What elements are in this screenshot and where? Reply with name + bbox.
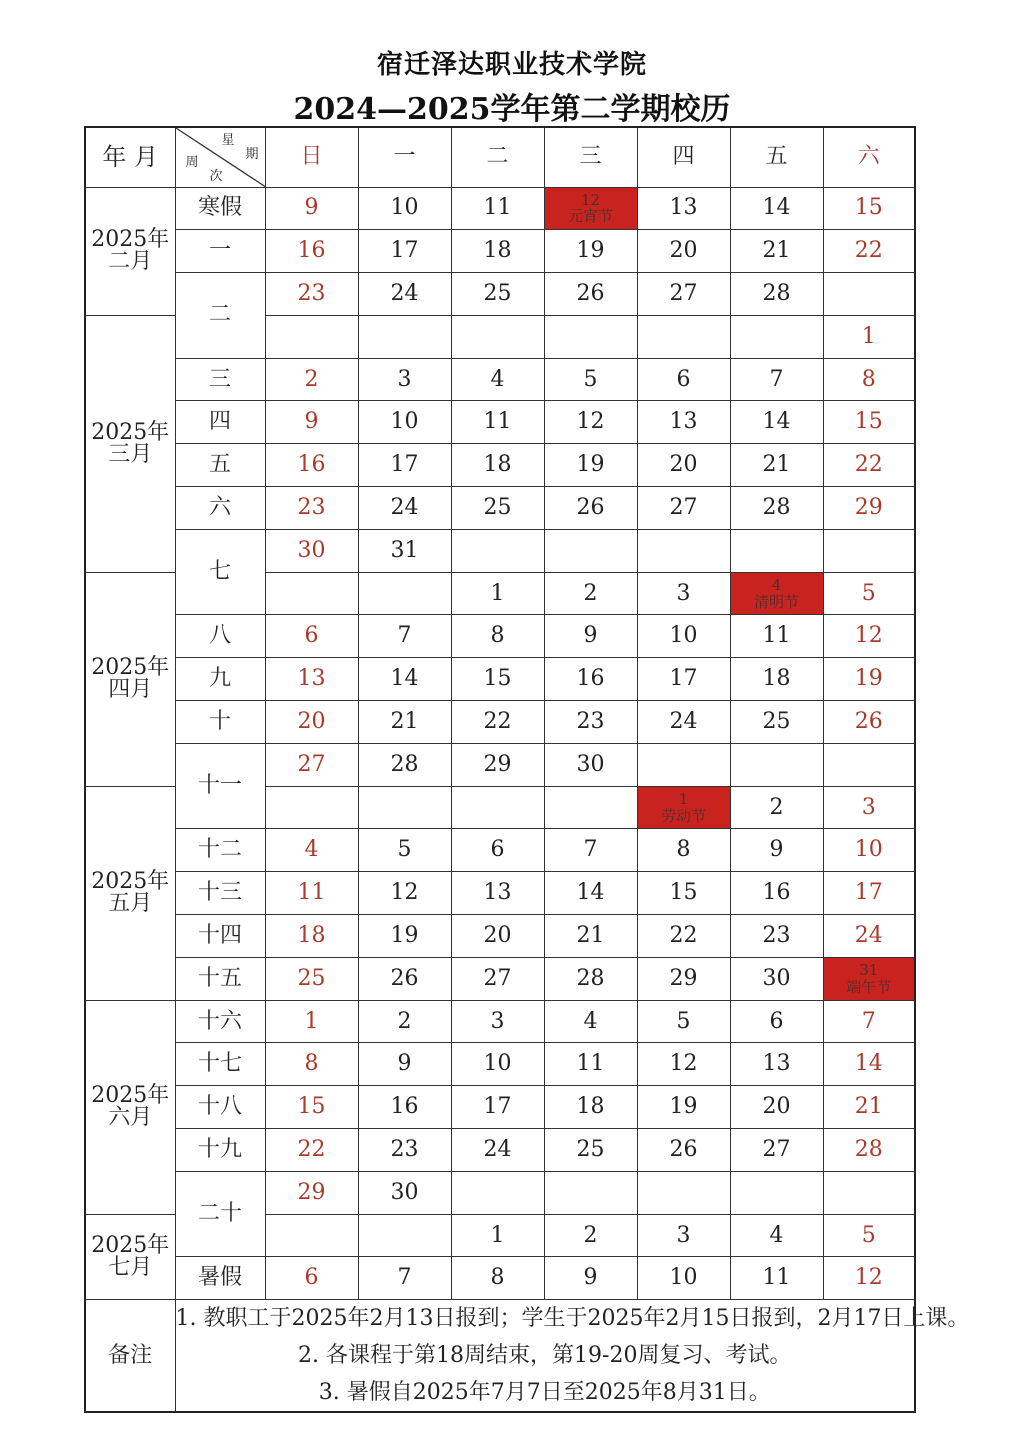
month-label-part: 五月 bbox=[108, 891, 153, 917]
month-label-part: 四月 bbox=[108, 677, 153, 703]
week-label: 四 bbox=[175, 401, 265, 444]
week-row bbox=[85, 1257, 915, 1300]
day-cell: 5 bbox=[544, 358, 637, 401]
empty-day-cell bbox=[265, 572, 358, 615]
holiday-name: 清明节 bbox=[753, 592, 799, 611]
holiday-cell bbox=[823, 957, 915, 1000]
day-cell: 26 bbox=[358, 957, 451, 1000]
month-header: 年 月 bbox=[85, 127, 175, 187]
day-cell: 2 bbox=[358, 1000, 451, 1043]
day-cell: 27 bbox=[637, 487, 730, 530]
week-row bbox=[85, 187, 915, 230]
corner-header bbox=[175, 127, 265, 187]
notes-label: 备注 bbox=[85, 1300, 175, 1413]
month-cell-apr bbox=[85, 572, 175, 786]
week-label: 十二 bbox=[175, 829, 265, 872]
day-cell: 9 bbox=[544, 615, 637, 658]
day-cell: 17 bbox=[823, 872, 915, 915]
day-cell: 19 bbox=[637, 1086, 730, 1129]
day-cell: 7 bbox=[823, 1000, 915, 1043]
holiday-name: 元宵节 bbox=[567, 207, 613, 226]
day-cell: 15 bbox=[823, 187, 915, 230]
empty-day-cell bbox=[265, 1214, 358, 1257]
week-label: 六 bbox=[175, 487, 265, 530]
day-cell: 18 bbox=[544, 1086, 637, 1129]
empty-day-cell bbox=[544, 1171, 637, 1214]
day-cell: 8 bbox=[451, 1257, 544, 1300]
week-row bbox=[85, 615, 915, 658]
day-cell: 26 bbox=[544, 273, 637, 316]
week-label: 十八 bbox=[175, 1086, 265, 1129]
notes-content bbox=[175, 1300, 970, 1413]
week-label: 暑假 bbox=[175, 1257, 265, 1300]
day-cell: 28 bbox=[730, 273, 823, 316]
empty-day-cell bbox=[544, 529, 637, 572]
empty-day-cell bbox=[358, 315, 451, 358]
holiday-date: 31 bbox=[859, 961, 879, 980]
holiday-cell bbox=[730, 572, 823, 615]
day-cell: 28 bbox=[823, 1129, 915, 1172]
week-label: 一 bbox=[175, 230, 265, 273]
month-label-part: 七月 bbox=[108, 1254, 153, 1280]
week-row bbox=[85, 658, 915, 701]
holiday-cell bbox=[544, 187, 637, 230]
day-cell: 10 bbox=[358, 401, 451, 444]
holiday-date: 12 bbox=[580, 190, 601, 209]
day-cell: 10 bbox=[637, 1257, 730, 1300]
week-label: 十 bbox=[175, 701, 265, 744]
note-line: 2. 各课程于第18周结束，第19-20周复习、考试。 bbox=[298, 1343, 792, 1369]
day-cell: 23 bbox=[265, 487, 358, 530]
day-cell: 26 bbox=[823, 701, 915, 744]
day-cell: 2 bbox=[265, 358, 358, 401]
day-cell: 13 bbox=[730, 1043, 823, 1086]
week-row bbox=[85, 358, 915, 401]
week-label: 二 bbox=[175, 273, 265, 359]
day-cell: 30 bbox=[265, 529, 358, 572]
day-header-mon: 一 bbox=[358, 127, 451, 187]
day-cell: 12 bbox=[637, 1043, 730, 1086]
school-calendar-table bbox=[84, 126, 970, 1413]
day-cell: 21 bbox=[544, 915, 637, 958]
empty-day-cell bbox=[451, 1171, 544, 1214]
day-cell: 26 bbox=[544, 487, 637, 530]
week-row bbox=[85, 487, 915, 530]
day-cell: 10 bbox=[823, 829, 915, 872]
month-label-part: 2025年 bbox=[91, 1232, 170, 1258]
empty-day-cell bbox=[451, 529, 544, 572]
day-cell: 25 bbox=[544, 1129, 637, 1172]
day-cell: 26 bbox=[637, 1129, 730, 1172]
day-cell: 15 bbox=[451, 658, 544, 701]
day-cell: 19 bbox=[544, 444, 637, 487]
empty-day-cell bbox=[637, 1171, 730, 1214]
day-cell: 12 bbox=[823, 615, 915, 658]
day-cell: 15 bbox=[823, 401, 915, 444]
day-cell: 8 bbox=[637, 829, 730, 872]
day-cell: 29 bbox=[451, 743, 544, 786]
week-label: 十六 bbox=[175, 1000, 265, 1043]
day-cell: 13 bbox=[451, 872, 544, 915]
week-label: 十五 bbox=[175, 957, 265, 1000]
month-cell-jul bbox=[85, 1214, 175, 1300]
day-cell: 5 bbox=[637, 1000, 730, 1043]
day-cell: 19 bbox=[358, 915, 451, 958]
week-row bbox=[85, 872, 915, 915]
day-cell: 2 bbox=[544, 1214, 637, 1257]
day-cell: 21 bbox=[730, 230, 823, 273]
day-header-tue: 二 bbox=[451, 127, 544, 187]
empty-day-cell bbox=[823, 743, 915, 786]
empty-day-cell bbox=[637, 743, 730, 786]
day-cell: 20 bbox=[637, 444, 730, 487]
month-label-part: 2025年 bbox=[91, 869, 170, 895]
holiday-name: 劳动节 bbox=[660, 806, 706, 825]
day-cell: 12 bbox=[823, 1257, 915, 1300]
day-header-sat: 六 bbox=[823, 127, 915, 187]
day-cell: 29 bbox=[823, 487, 915, 530]
day-cell: 21 bbox=[823, 1086, 915, 1129]
week-label: 十九 bbox=[175, 1129, 265, 1172]
day-cell: 19 bbox=[544, 230, 637, 273]
day-cell: 14 bbox=[358, 658, 451, 701]
note-line: 3. 暑假自2025年7月7日至2025年8月31日。 bbox=[318, 1380, 771, 1406]
day-cell: 23 bbox=[730, 915, 823, 958]
day-cell: 30 bbox=[730, 957, 823, 1000]
week-label: 十一 bbox=[175, 743, 265, 829]
day-cell: 14 bbox=[544, 872, 637, 915]
day-cell: 2 bbox=[730, 786, 823, 829]
empty-day-cell bbox=[358, 572, 451, 615]
school-name: 宿迁泽达职业技术学院 bbox=[376, 50, 647, 80]
day-cell: 25 bbox=[730, 701, 823, 744]
holiday-date: 1 bbox=[678, 790, 689, 809]
day-cell: 1 bbox=[451, 1214, 544, 1257]
day-cell: 6 bbox=[637, 358, 730, 401]
day-cell: 13 bbox=[265, 658, 358, 701]
day-cell: 24 bbox=[823, 915, 915, 958]
day-cell: 5 bbox=[823, 572, 915, 615]
month-label-part: 三月 bbox=[108, 441, 153, 467]
day-cell: 11 bbox=[451, 401, 544, 444]
day-cell: 18 bbox=[451, 444, 544, 487]
day-cell: 14 bbox=[730, 187, 823, 230]
day-cell: 13 bbox=[637, 187, 730, 230]
month-cell-feb bbox=[85, 187, 175, 315]
day-cell: 7 bbox=[730, 358, 823, 401]
day-cell: 27 bbox=[265, 743, 358, 786]
day-cell: 9 bbox=[358, 1043, 451, 1086]
month-cell-mar bbox=[85, 315, 175, 572]
week-row bbox=[85, 829, 915, 872]
day-cell: 23 bbox=[358, 1129, 451, 1172]
empty-day-cell bbox=[730, 1171, 823, 1214]
day-cell: 22 bbox=[451, 701, 544, 744]
week-label: 十七 bbox=[175, 1043, 265, 1086]
day-cell: 24 bbox=[358, 273, 451, 316]
header-row bbox=[85, 127, 915, 187]
empty-day-cell bbox=[358, 786, 451, 829]
day-cell: 7 bbox=[358, 615, 451, 658]
day-header-fri: 五 bbox=[730, 127, 823, 187]
empty-day-cell bbox=[730, 529, 823, 572]
day-cell: 14 bbox=[823, 1043, 915, 1086]
note-line: 1. 教职工于2025年2月13日报到；学生于2025年2月15日报到，2月17日上课。 bbox=[175, 1306, 970, 1332]
day-cell: 20 bbox=[637, 230, 730, 273]
day-cell: 8 bbox=[265, 1043, 358, 1086]
empty-day-cell bbox=[730, 315, 823, 358]
day-cell: 16 bbox=[265, 230, 358, 273]
empty-day-cell bbox=[451, 786, 544, 829]
day-cell: 17 bbox=[637, 658, 730, 701]
day-cell: 11 bbox=[730, 615, 823, 658]
day-cell: 17 bbox=[358, 444, 451, 487]
day-cell: 27 bbox=[451, 957, 544, 1000]
month-label-part: 六月 bbox=[108, 1105, 153, 1131]
day-cell: 18 bbox=[451, 230, 544, 273]
day-cell: 16 bbox=[265, 444, 358, 487]
week-label: 三 bbox=[175, 358, 265, 401]
day-cell: 25 bbox=[265, 957, 358, 1000]
day-cell: 6 bbox=[451, 829, 544, 872]
empty-day-cell bbox=[544, 786, 637, 829]
day-cell: 30 bbox=[358, 1171, 451, 1214]
day-cell: 8 bbox=[823, 358, 915, 401]
day-cell: 9 bbox=[265, 187, 358, 230]
day-cell: 22 bbox=[823, 230, 915, 273]
day-cell: 9 bbox=[544, 1257, 637, 1300]
day-cell: 28 bbox=[358, 743, 451, 786]
day-cell: 4 bbox=[730, 1214, 823, 1257]
month-label-part: 2025年 bbox=[91, 227, 170, 253]
day-cell: 5 bbox=[823, 1214, 915, 1257]
empty-day-cell bbox=[730, 743, 823, 786]
empty-day-cell bbox=[637, 315, 730, 358]
week-row bbox=[85, 957, 915, 1000]
day-cell: 6 bbox=[265, 615, 358, 658]
empty-day-cell bbox=[823, 529, 915, 572]
day-cell: 13 bbox=[637, 401, 730, 444]
empty-day-cell bbox=[823, 273, 915, 316]
week-label: 五 bbox=[175, 444, 265, 487]
week-row bbox=[85, 230, 915, 273]
calendar-title: 2024—2025学年第二学期校历 bbox=[293, 92, 731, 127]
day-cell: 11 bbox=[265, 872, 358, 915]
day-cell: 3 bbox=[358, 358, 451, 401]
day-cell: 4 bbox=[544, 1000, 637, 1043]
week-row bbox=[85, 915, 915, 958]
day-cell: 23 bbox=[265, 273, 358, 316]
month-label-part: 2025年 bbox=[91, 1083, 170, 1109]
day-cell: 10 bbox=[637, 615, 730, 658]
notes-row bbox=[85, 1300, 915, 1413]
day-cell: 17 bbox=[451, 1086, 544, 1129]
week-row bbox=[85, 401, 915, 444]
day-cell: 28 bbox=[544, 957, 637, 1000]
day-cell: 18 bbox=[730, 658, 823, 701]
week-label: 八 bbox=[175, 615, 265, 658]
day-cell: 11 bbox=[451, 187, 544, 230]
day-cell: 16 bbox=[730, 872, 823, 915]
day-cell: 14 bbox=[730, 401, 823, 444]
day-cell: 31 bbox=[358, 529, 451, 572]
day-cell: 27 bbox=[730, 1129, 823, 1172]
week-label: 寒假 bbox=[175, 187, 265, 230]
day-cell: 9 bbox=[265, 401, 358, 444]
day-cell: 21 bbox=[730, 444, 823, 487]
day-cell: 20 bbox=[265, 701, 358, 744]
week-row bbox=[85, 1086, 915, 1129]
day-cell: 3 bbox=[637, 1214, 730, 1257]
day-cell: 20 bbox=[730, 1086, 823, 1129]
day-cell: 21 bbox=[358, 701, 451, 744]
corner-zhou: 周 bbox=[185, 155, 199, 170]
week-row bbox=[85, 701, 915, 744]
corner-xing: 星 bbox=[221, 133, 235, 148]
week-row bbox=[85, 1043, 915, 1086]
day-cell: 10 bbox=[451, 1043, 544, 1086]
day-cell: 28 bbox=[730, 487, 823, 530]
day-cell: 24 bbox=[358, 487, 451, 530]
day-cell: 15 bbox=[637, 872, 730, 915]
day-cell: 18 bbox=[265, 915, 358, 958]
month-cell-jun bbox=[85, 1000, 175, 1214]
empty-day-cell bbox=[265, 786, 358, 829]
day-cell: 6 bbox=[730, 1000, 823, 1043]
month-label-part: 2025年 bbox=[91, 655, 170, 681]
week-row bbox=[85, 529, 915, 572]
week-row bbox=[85, 1171, 915, 1214]
day-cell: 3 bbox=[451, 1000, 544, 1043]
day-cell: 22 bbox=[637, 915, 730, 958]
holiday-date: 4 bbox=[771, 576, 782, 595]
week-label: 二十 bbox=[175, 1171, 265, 1257]
day-cell: 27 bbox=[637, 273, 730, 316]
day-cell: 12 bbox=[358, 872, 451, 915]
day-cell: 12 bbox=[544, 401, 637, 444]
day-header-sun: 日 bbox=[265, 127, 358, 187]
day-cell: 2 bbox=[544, 572, 637, 615]
empty-day-cell bbox=[544, 315, 637, 358]
day-cell: 20 bbox=[451, 915, 544, 958]
day-cell: 29 bbox=[265, 1171, 358, 1214]
day-cell: 3 bbox=[823, 786, 915, 829]
holiday-name: 端午节 bbox=[846, 977, 892, 996]
holiday-cell bbox=[637, 786, 730, 829]
day-cell: 22 bbox=[823, 444, 915, 487]
month-cell-may bbox=[85, 786, 175, 1000]
day-header-wed: 三 bbox=[544, 127, 637, 187]
month-label-part: 2025年 bbox=[91, 419, 170, 445]
day-cell: 4 bbox=[451, 358, 544, 401]
day-cell: 4 bbox=[265, 829, 358, 872]
empty-day-cell bbox=[637, 529, 730, 572]
day-cell: 8 bbox=[451, 615, 544, 658]
day-cell: 9 bbox=[730, 829, 823, 872]
day-header-thu: 四 bbox=[637, 127, 730, 187]
day-cell: 1 bbox=[451, 572, 544, 615]
day-cell: 22 bbox=[265, 1129, 358, 1172]
day-cell: 7 bbox=[358, 1257, 451, 1300]
week-label: 十三 bbox=[175, 872, 265, 915]
day-cell: 11 bbox=[730, 1257, 823, 1300]
day-cell: 3 bbox=[637, 572, 730, 615]
week-row bbox=[85, 1000, 915, 1043]
day-cell: 10 bbox=[358, 187, 451, 230]
week-row bbox=[85, 1129, 915, 1172]
week-row bbox=[85, 273, 915, 316]
day-cell: 19 bbox=[823, 658, 915, 701]
corner-qi: 期 bbox=[245, 147, 259, 162]
day-cell: 29 bbox=[637, 957, 730, 1000]
day-cell: 16 bbox=[544, 658, 637, 701]
day-cell: 25 bbox=[451, 273, 544, 316]
day-cell: 16 bbox=[358, 1086, 451, 1129]
month-label-part: 二月 bbox=[108, 249, 153, 275]
empty-day-cell bbox=[451, 315, 544, 358]
corner-ci: 次 bbox=[209, 169, 223, 184]
day-cell: 25 bbox=[451, 487, 544, 530]
day-cell: 11 bbox=[544, 1043, 637, 1086]
day-cell: 23 bbox=[544, 701, 637, 744]
week-label: 九 bbox=[175, 658, 265, 701]
week-row bbox=[85, 743, 915, 786]
day-cell: 17 bbox=[358, 230, 451, 273]
empty-day-cell bbox=[265, 315, 358, 358]
week-label: 十四 bbox=[175, 915, 265, 958]
day-cell: 24 bbox=[451, 1129, 544, 1172]
day-cell: 1 bbox=[265, 1000, 358, 1043]
empty-day-cell bbox=[358, 1214, 451, 1257]
day-cell: 1 bbox=[823, 315, 915, 358]
day-cell: 30 bbox=[544, 743, 637, 786]
day-cell: 15 bbox=[265, 1086, 358, 1129]
week-row bbox=[85, 444, 915, 487]
day-cell: 5 bbox=[358, 829, 451, 872]
week-label: 七 bbox=[175, 529, 265, 615]
empty-day-cell bbox=[823, 1171, 915, 1214]
day-cell: 6 bbox=[265, 1257, 358, 1300]
day-cell: 24 bbox=[637, 701, 730, 744]
day-cell: 7 bbox=[544, 829, 637, 872]
